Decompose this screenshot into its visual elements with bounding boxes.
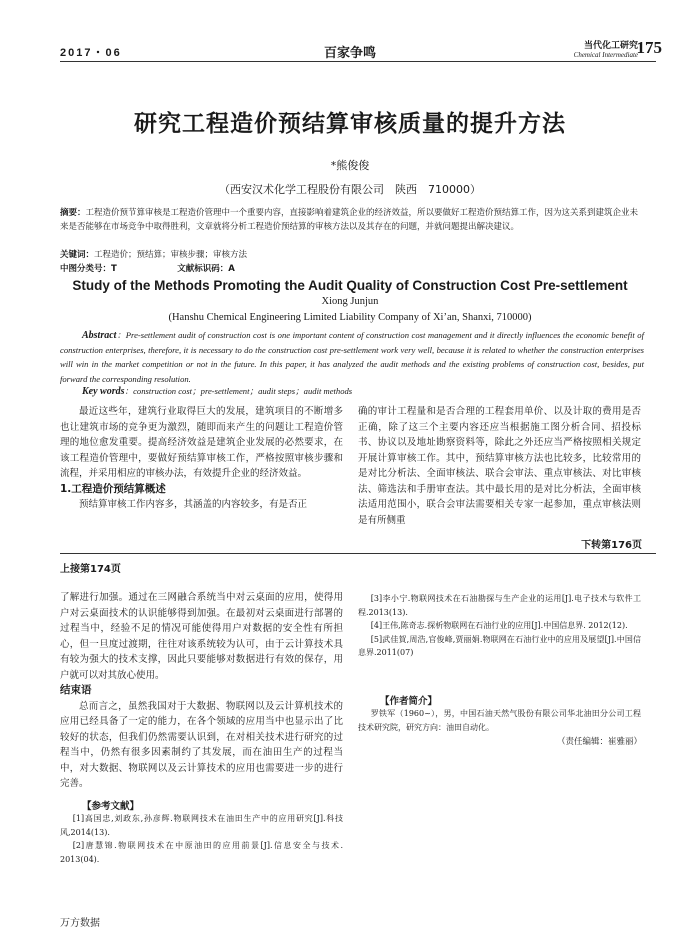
section-heading: 1.工程造价预结算概述 — [60, 482, 166, 495]
abstract-cn — [60, 207, 644, 234]
english-abstract-text: ：Pre-settlement audit of construction cost is one important content of construction cost management and it directly influences the economic benefit of construction enterprises, therefore, it is necessary to do the construction cost pre-settlement work very well, because it is related to whether the construction enterprises will win in the market competition or not in the future. In this paper, it has analyzed the audit methods and the existing problems of construction cost, besides, put forward the corresponding resolution. — [60, 330, 644, 384]
journal-name-cn: 当代化工研究 — [583, 41, 638, 51]
body-paragraph: 了解进行加强。通过在三网融合系统当中对云桌面的应用，使得用户对云桌面技术的认识能够得到加强。在最初对云桌面进行部署的过程当中，经验不足的情况可能使得用户对数据的安全性有所担心，但一旦度过渡期，往往对该系统较为认可，由于云计算技术具有较为强大的技术支撑，因此只要能够对数据进行有效的保存，用户就可以对其放心使用。 — [60, 592, 343, 681]
references-left — [60, 798, 343, 866]
continue-to-label: 下转第176页 — [581, 540, 642, 551]
journal-name — [574, 38, 638, 59]
abstract-cn-text: 工程造价预节算审核是工程造价管理中一个重要内容，直接影响着建筑企业的经济效益，所以要做好工程造价预结算工作，因为这关系到建筑企业未来是否能够在市场竞争中取得胜利，文章就将分析工程造价预结算的审核方法以及其存在的问题，并就问题提出解决建议。 — [60, 208, 639, 232]
english-keywords-label: Key words — [82, 386, 125, 397]
reference-item: [3]李小宁.物联网技术在石油勘探与生产企业的运用[J].电子技术与软件工程.2013(13). — [358, 594, 641, 617]
keywords-cn-text: 工程造价；预结算；审核步骤；审核方法 — [94, 250, 248, 260]
body-paragraph: 总而言之，虽然我国对于大数据、物联网以及云计算机技术的应用已经具备了一定的能力，在各个领域的应用当中也显示出了比较好的状态，但我们仍然需要认识到，在对相关技术进行研究的过程当中，仍然有很多因素制约了其发展，而在油田生产的过程当中，对大数据、物联网以及云计算技术的应用也需要进一步的进行完善。 — [60, 700, 343, 789]
body-paragraph: 确的审计工程量和是否合理的工程套用单价、以及计取的费用是否正确，除了这三个主要内容还应当根据施工图分析合同、招投标书、协议以及地址勘察资料等，除此之外还应当严格按照相关规定开展计算审核工作。其中，预结算审核方法也比较多，比较常用的是对比分析法、全面审核法、联合会审法、重点审核法、对比审核法、筛选法和手册审查法。其中最长用的是对比分析法，全面审核法适用范围小，联合会审法需要相关专家一起参加，重点审核法则是有所侧重 — [358, 406, 641, 526]
reference-item: [4]王伟,陈奇志.探析物联网在石油行业的应用[J].中国信息界. 2012(12). — [370, 621, 628, 630]
body-paragraph: 最近这些年，建筑行业取得巨大的发展，建筑项目的不断增多也让建筑市场的竞争更为激烈，随即而来产生的问题让工程造价管理的地位愈发重要。提高经济效益是建筑企业发展的必然要求，在该工程造价管理中，要做好预结算审核工作，严格按照审核步骤和流程，并采用相应的审核办法，有效提升企业的经济效益。 — [60, 406, 343, 479]
footer-source: 万方数据 — [60, 918, 100, 929]
english-affiliation: (Hanshu Chemical Engineering Limited Liability Company of Xi’an, Shanxi, 710000) — [168, 312, 532, 323]
english-title: Study of the Methods Promoting the Audit Quality of Construction Cost Pre-settlement — [72, 278, 628, 293]
keywords-cn — [60, 248, 644, 260]
references-heading: 【参考文献】 — [82, 801, 140, 812]
header-rule — [60, 61, 656, 62]
body-paragraph: 预结算审核工作内容多，其涵盖的内容较多，有是否正 — [79, 499, 308, 510]
english-author: Xiong Junjun — [321, 296, 379, 307]
english-keywords-text: ：construction cost；pre-settlement；audit steps；audit methods — [124, 386, 353, 396]
continued-column-left — [60, 590, 343, 792]
english-keywords — [60, 385, 644, 397]
reference-item: [2]唐慧锦.物联网技术在中原油田的应用前景[J].信息安全与技术. 2013(04). — [60, 841, 343, 864]
continue-from-label: 上接第174页 — [60, 564, 121, 575]
clc-value: T — [111, 264, 117, 274]
english-abstract-label: Abstract — [82, 330, 117, 341]
section-title: 百家争鸣 — [323, 46, 376, 61]
responsible-editor: （责任编辑：崔雅丽） — [556, 737, 642, 747]
clc-label: 中图分类号： — [60, 264, 112, 274]
author-intro-heading: 【作者简介】 — [380, 696, 438, 707]
article-author: *熊俊俊 — [330, 159, 370, 172]
journal-name-en: Chemical Intermediate — [573, 51, 638, 59]
article-affiliation: （西安汉术化学工程股份有限公司 陕西 710000） — [219, 183, 481, 196]
issue-label: 2017・06 — [60, 47, 122, 59]
classification-line — [60, 262, 644, 274]
english-abstract — [60, 328, 644, 386]
author-intro-text: 罗铁军（1960~），男，中国石油天然气股份有限公司华北油田分公司工程技术研究院，研究方向：油田自动化。 — [358, 709, 641, 732]
reference-item: [1]高国忠,刘政东,孙彦辉.物联网技术在油田生产中的应用研究[J].科技风,2014(13). — [60, 814, 343, 837]
doc-code-label: 文献标识码： — [177, 264, 229, 274]
references-right — [358, 592, 641, 660]
page-number: 175 — [636, 38, 662, 57]
section-heading: 结束语 — [60, 684, 92, 696]
keywords-cn-label: 关键词： — [60, 250, 95, 260]
article-title: 研究工程造价预结算审核质量的提升方法 — [134, 111, 566, 137]
section-divider — [60, 553, 656, 554]
doc-code-value: A — [228, 264, 235, 274]
abstract-cn-label: 摘要： — [60, 208, 86, 218]
reference-item: [5]武佳賀,周浩,官俊峰,贾丽娟.物联网在石油行业中的应用及展望[J].中国信息界.2011(07) — [358, 634, 641, 657]
body-column-left — [60, 404, 343, 513]
author-intro — [358, 693, 641, 735]
body-column-right — [358, 404, 641, 528]
